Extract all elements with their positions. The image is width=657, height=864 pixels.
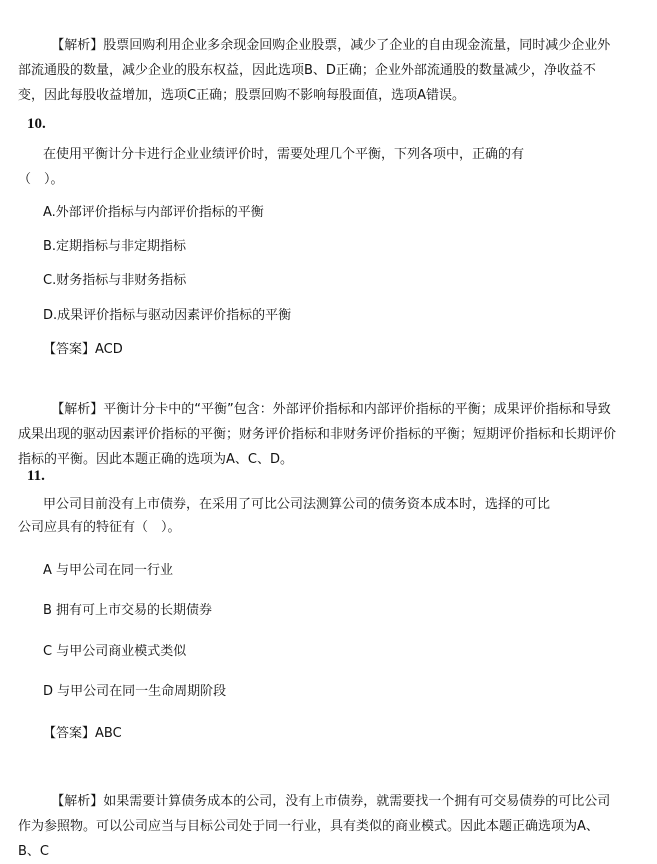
option-c: C.财务指标与非财务指标 <box>43 273 187 288</box>
option-b: B 拥有可上市交易的长期债券 <box>43 603 213 618</box>
option-b: B.定期指标与非定期指标 <box>43 239 187 254</box>
explanation <box>18 372 618 472</box>
explanation-text: 如果需要计算债务成本的公司，没有上市债券，就需要找一个拥有可交易债券的可比公司作为参照物。可以公司应当与目标公司处于同一行业，具有类似的商业模式。因此本题正确选项为A、B、C <box>18 794 611 859</box>
explanation-tag: 【解析】 <box>51 38 104 53</box>
question-stem-continued: （ ）。 <box>18 172 64 187</box>
answer-value: ABC <box>95 726 122 741</box>
option-a: A 与甲公司在同一行业 <box>43 563 174 578</box>
option-c: C 与甲公司商业模式类似 <box>43 644 187 659</box>
question-number: 10. <box>27 116 46 132</box>
explanation-text: 平衡计分卡中的“平衡”包含：外部评价指标和内部评价指标的平衡；成果评价指标和导致成果出现的驱动因素评价指标的平衡；财务评价指标和非财务评价指标的平衡；短期评价指标和长期评价指标的平衡。因此本题正确的选项为A、C、D。 <box>18 402 617 467</box>
answer-line <box>43 341 123 359</box>
answer-tag: 【答案】 <box>43 726 96 741</box>
answer-line <box>43 725 122 743</box>
explanation-text: 股票回购利用企业多余现金回购企业股票，减少了企业的自由现金流量，同时减少企业外部流通股的数量，减少企业的股东权益，因此选项B、D正确；企业外部流通股的数量减少，净收益不变，因此每股收益增加，选项C正确；股票回购不影响每股面值，选项A错误。 <box>18 38 611 103</box>
explanation-tag: 【解析】 <box>51 402 104 417</box>
question-number: 11. <box>27 468 45 484</box>
answer-value: ACD <box>95 342 123 357</box>
option-a: A.外部评价指标与内部评价指标的平衡 <box>43 205 264 220</box>
option-d: D.成果评价指标与驱动因素评价指标的平衡 <box>43 308 292 323</box>
question-stem-continued: 公司应具有的特征有（ ）。 <box>18 520 181 535</box>
question-stem: 甲公司目前没有上市债券，在采用了可比公司法测算公司的债务资本成本时，选择的可比 <box>43 497 551 512</box>
explanation-tag: 【解析】 <box>51 794 104 809</box>
question-stem: 在使用平衡计分卡进行企业业绩评价时，需要处理几个平衡，下列各项中，正确的有 <box>43 147 525 162</box>
explanation <box>18 764 618 864</box>
option-d: D 与甲公司在同一生命周期阶段 <box>43 684 227 699</box>
prev-explanation <box>18 8 618 108</box>
answer-tag: 【答案】 <box>43 342 96 357</box>
